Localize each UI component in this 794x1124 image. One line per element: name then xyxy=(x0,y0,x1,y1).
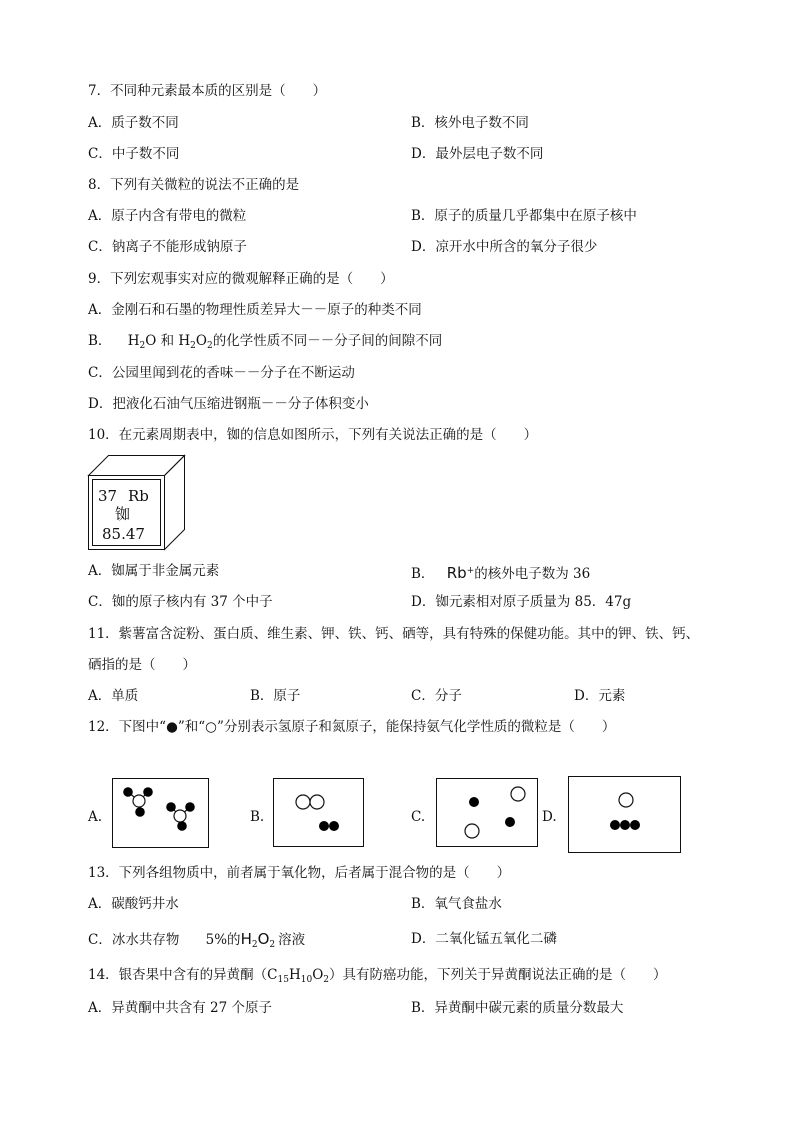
subscript: 2 xyxy=(206,341,213,351)
periodic-cell-figure xyxy=(88,455,188,555)
subscript: 15 xyxy=(277,975,289,985)
question-10-option-a: A．铷属于非金属元素 xyxy=(88,563,220,579)
question-7-option-d: D．最外层电子数不同 xyxy=(411,146,544,162)
question-12-stem: 12．下图中“●”和“○”分别表示氢原子和氮原子，能保持氨气化学性质的微粒是（ ） xyxy=(88,719,616,735)
stem-pre: 14．银杏果中含有的异黄酮（C xyxy=(88,967,278,983)
atomic-mass: 85.47 xyxy=(102,525,145,543)
question-12-option-d-label: D. xyxy=(542,809,557,825)
question-9-option-a: A．金刚石和石墨的物理性质差异大－－原子的种类不同 xyxy=(88,302,422,318)
question-11-option-d: D．元素 xyxy=(574,688,626,704)
subscript: 2 xyxy=(323,975,330,985)
subscript: 2 xyxy=(251,940,258,950)
option-b-rest: 的化学性质不同－－分子间的间隙不同 xyxy=(212,333,443,349)
question-10-stem: 10．在元素周期表中，铷的信息如图所示，下列有关说法正确的是（ ） xyxy=(88,427,538,443)
question-11-option-a: A．单质 xyxy=(88,688,139,704)
question-12-option-c-label: C. xyxy=(411,809,426,825)
formula-o: O xyxy=(195,333,207,349)
question-14-option-a: A．异黄酮中共含有 27 个原子 xyxy=(88,1000,273,1016)
subscript: 2 xyxy=(139,341,146,351)
question-10-option-d: D．铷元素相对原子质量为 85．47g xyxy=(411,594,632,610)
question-12-option-a-label: A. xyxy=(88,809,103,825)
question-9-option-d: D．把液化石油气压缩进钢瓶－－分子体积变小 xyxy=(88,396,369,412)
subscript: 2 xyxy=(190,341,196,351)
question-9-option-b xyxy=(88,332,442,355)
question-8-option-b: B．原子的质量几乎都集中在原子核中 xyxy=(411,208,637,224)
question-11-option-c: C．分子 xyxy=(411,688,462,704)
formula-h: H xyxy=(127,333,140,349)
question-13-option-b: B．氧气食盐水 xyxy=(411,896,502,912)
question-7-stem: 7．不同种元素最本质的区别是（ ） xyxy=(88,83,327,99)
percent-text: 5%的 xyxy=(205,932,241,948)
question-7-option-c: C．中子数不同 xyxy=(88,146,180,162)
question-8-stem: 8．下列有关微粒的说法不正确的是 xyxy=(88,177,300,193)
option-c-rest: 溶液 xyxy=(278,932,306,948)
formula-o: O xyxy=(312,967,324,983)
question-9-option-c: C．公园里闻到花的香味－－分子在不断运动 xyxy=(88,365,355,381)
option-b-rest: 的核外电子数为 36 xyxy=(474,566,591,582)
question-9-stem: 9．下列宏观事实对应的微观解释正确的是（ ） xyxy=(88,271,394,287)
formula-o: O xyxy=(257,930,270,948)
stem-post: ）具有防癌功能，下列关于异黄酮说法正确的是（ ） xyxy=(329,967,667,983)
question-11-stem-line2: 硒指的是（ ） xyxy=(88,657,196,673)
option-d-diagram xyxy=(568,776,682,854)
question-7-option-a: A．质子数不同 xyxy=(88,115,179,131)
subscript: 10 xyxy=(300,975,313,985)
formula-h: H xyxy=(288,967,301,983)
option-c-label: C．冰水共存物 xyxy=(88,932,180,948)
question-14-option-b: B．异黄酮中碳元素的质量分数最大 xyxy=(411,1000,624,1016)
formula-h: H xyxy=(240,930,252,948)
subscript: 2 xyxy=(269,940,276,950)
question-13-option-a: A．碳酸钙井水 xyxy=(88,896,179,912)
question-7-option-b: B．核外电子数不同 xyxy=(411,115,529,131)
option-b-label: B． xyxy=(411,566,435,582)
question-8-option-d: D．凉开水中所含的氧分子很少 xyxy=(411,239,598,255)
question-12-option-b-label: B. xyxy=(250,809,265,825)
question-11-stem-line1: 11．紫薯富含淀粉、蛋白质、维生素、钾、铁、钙、硒等，具有特殊的保健功能。其中的钾、铁、钙、 xyxy=(88,626,700,642)
question-8-option-c: C．钠离子不能形成钠原子 xyxy=(88,239,247,255)
question-10-option-b xyxy=(411,562,590,583)
question-14-stem xyxy=(88,966,667,989)
atomic-number: 37 xyxy=(98,487,118,505)
question-13-option-d: D．二氧化锰五氧化二磷 xyxy=(411,931,557,947)
formula-text: O 和 H xyxy=(145,333,191,349)
option-a-diagram xyxy=(112,778,210,849)
option-b-diagram xyxy=(273,778,365,848)
ion-charge: + xyxy=(466,566,475,576)
element-symbol: Rb xyxy=(128,487,149,505)
question-11-option-b: B．原子 xyxy=(250,688,301,704)
element-name: 铷 xyxy=(115,505,131,523)
option-c-diagram xyxy=(436,778,539,848)
question-13-stem: 13．下列各组物质中，前者属于氧化物，后者属于混合物的是（ ） xyxy=(88,865,511,881)
question-13-option-c xyxy=(88,930,305,954)
question-10-option-c: C．铷的原子核内有 37 个中子 xyxy=(88,594,273,610)
question-8-option-a: A．原子内含有带电的微粒 xyxy=(88,208,247,224)
option-b-label: B． xyxy=(88,333,112,349)
ion-symbol: Rb xyxy=(446,564,467,582)
